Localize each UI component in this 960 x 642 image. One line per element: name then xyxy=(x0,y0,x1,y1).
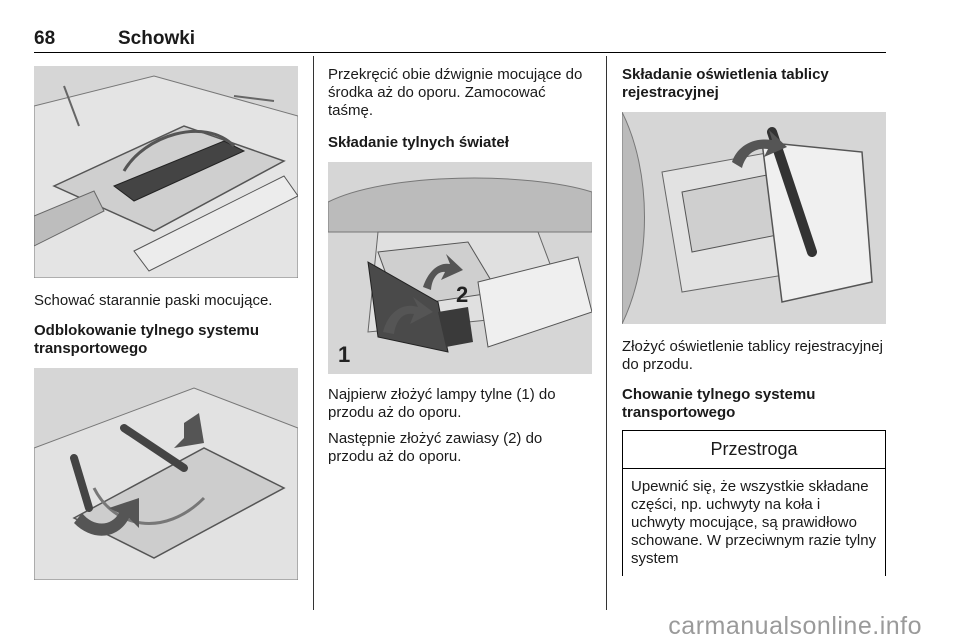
paragraph-fold-lamps: Najpierw złożyć lampy tylne (1) do przodu aż do oporu. xyxy=(328,386,556,421)
figure-fold-plate-light xyxy=(622,112,886,324)
column-3 xyxy=(622,66,886,422)
heading-unlock-system: Odblokowanie tylnego systemu transportowego xyxy=(34,322,260,357)
figure-fold-lights xyxy=(328,162,592,374)
column-divider xyxy=(313,56,314,610)
heading-stow-system: Chowanie tylnego systemu transportowego xyxy=(622,386,816,421)
figure-strap-storage xyxy=(34,66,298,278)
column-2 xyxy=(328,66,592,466)
heading-fold-lights: Składanie tylnych świateł xyxy=(328,134,509,151)
page-number: 68 xyxy=(34,28,56,49)
figure-label-1: 1 xyxy=(338,342,351,367)
column-1 xyxy=(34,66,298,580)
section-title: Schowki xyxy=(118,28,196,49)
figure-label-2: 2 xyxy=(456,282,469,307)
page-header xyxy=(34,28,886,53)
watermark: carmanualsonline.info xyxy=(668,612,922,640)
caption-strap-storage: Schować starannie paski mocujące. xyxy=(34,292,273,309)
caution-text: Upewnić się, że wszystkie składane części, np. uchwyty na koła i uchwyty mocujące, są prawidłowo schowane. W przeciwnym razie tylny system xyxy=(631,478,877,567)
paragraph-fold-hinges: Następnie złożyć zawiasy (2) do przodu aż do oporu. xyxy=(328,430,543,465)
caution-title: Przestroga xyxy=(623,431,885,469)
paragraph-rotate-levers: Przekręcić obie dźwignie mocujące do środka aż do oporu. Zamocować taśmę. xyxy=(328,66,583,119)
column-divider xyxy=(606,56,607,610)
caution-box xyxy=(622,430,886,576)
paragraph-fold-plate-light: Złożyć oświetlenie tablicy rejestracyjnej do przodu. xyxy=(622,338,883,373)
figure-unlock-system xyxy=(34,368,298,580)
heading-fold-plate-light: Składanie oświetlenia tablicy rejestracyjnej xyxy=(622,66,829,101)
